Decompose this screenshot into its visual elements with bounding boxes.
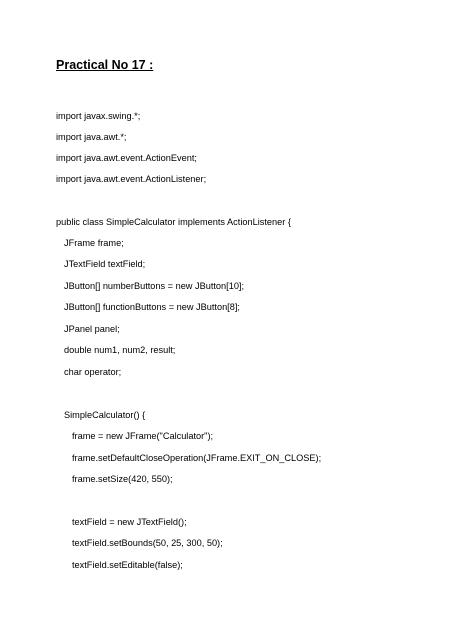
page-title: Practical No 17 : (56, 58, 154, 72)
code-line-class-declaration: public class SimpleCalculator implements ActionListener { (56, 217, 291, 227)
code-line-field-number-buttons: JButton[] numberButtons = new JButton[10]; (64, 281, 245, 291)
code-line-field-panel: JPanel panel; (64, 324, 120, 334)
code-line-set-close-operation: frame.setDefaultCloseOperation(JFrame.EXIT_ON_CLOSE); (72, 453, 322, 463)
code-line-new-textfield: textField = new JTextField(); (72, 517, 187, 527)
code-line-import-swing: import javax.swing.*; (56, 111, 141, 121)
code-line-import-action-event: import java.awt.event.ActionEvent; (56, 153, 197, 163)
code-line-import-awt: import java.awt.*; (56, 132, 127, 142)
code-line-field-numbers: double num1, num2, result; (64, 345, 176, 355)
code-line-field-textfield: JTextField textField; (64, 259, 146, 269)
code-line-field-function-buttons: JButton[] functionButtons = new JButton[8]; (64, 302, 240, 312)
code-line-set-editable: textField.setEditable(false); (72, 560, 183, 570)
code-line-set-size: frame.setSize(420, 550); (72, 474, 173, 484)
code-line-field-frame: JFrame frame; (64, 238, 124, 248)
code-line-new-frame: frame = new JFrame("Calculator"); (72, 431, 214, 441)
code-line-set-bounds: textField.setBounds(50, 25, 300, 50); (72, 538, 223, 548)
code-line-constructor: SimpleCalculator() { (64, 410, 146, 420)
code-line-field-operator: char operator; (64, 367, 122, 377)
code-line-import-action-listener: import java.awt.event.ActionListener; (56, 174, 207, 184)
